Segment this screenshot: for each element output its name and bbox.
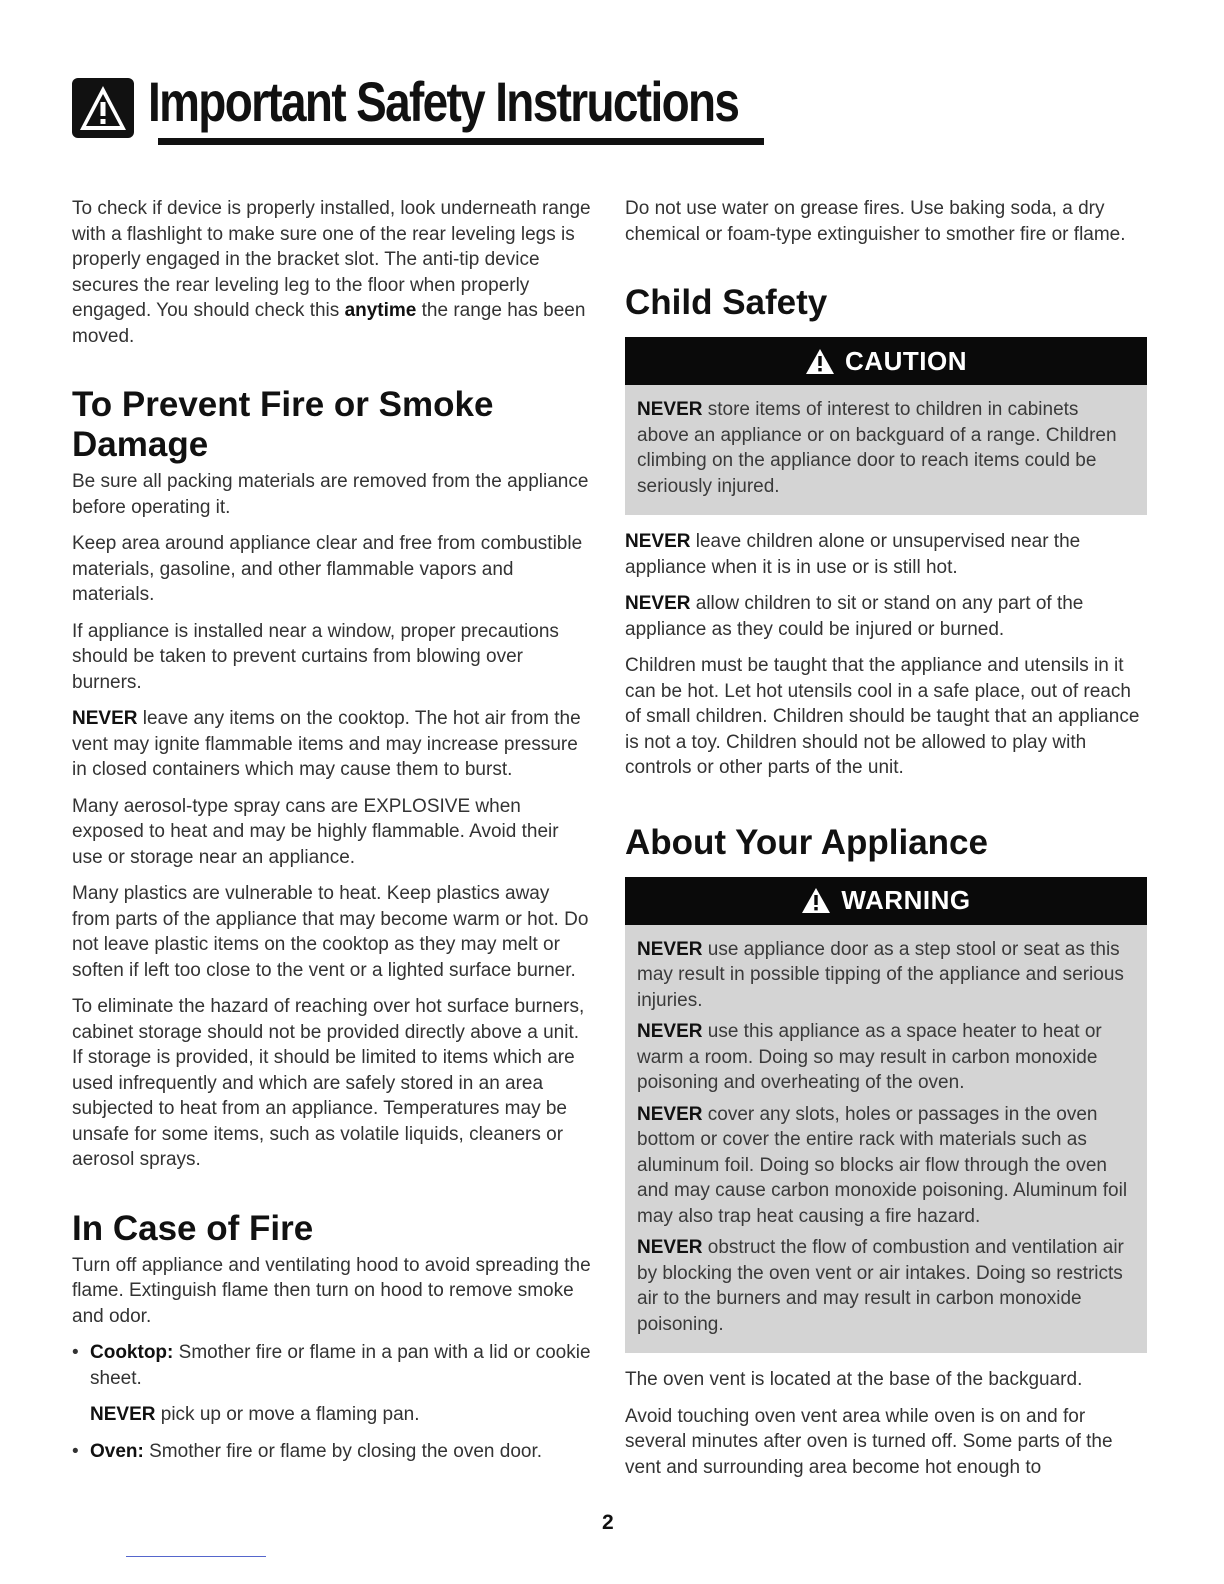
about-paragraph-1: The oven vent is located at the base of the backguard. — [625, 1369, 1083, 1390]
caution-header — [625, 337, 1147, 385]
page-header — [72, 64, 766, 154]
intro-paragraph: To check if device is properly installed, look underneath range with a flashlight to make sure one of the rear leveling legs is properly engaged in the bracket slot. The anti-tip device secures the rear leveling leg to the floor when properly engaged. You should check this anytime the range has been moved. — [72, 198, 591, 347]
prevent-paragraph-5: Many aerosol-type spray cans are EXPLOSIVE when exposed to heat and may be highly flammable. Avoid their use or storage near an appliance. — [72, 795, 559, 868]
caution-text: NEVER store items of interest to children in cabinets above an appliance or on backguard of a range. Children climbing on the appliance door to reach items could be seriously injured. — [637, 399, 1117, 497]
prevent-paragraph-6: Many plastics are vulnerable to heat. Keep plastics away from parts of the appliance that may become warm or hot. Do not leave plastic items on the cooktop as they may melt or soften if left too close to the vent or a lighted surface burner. — [72, 883, 589, 981]
heading-in-case-of-fire: In Case of Fire — [72, 1208, 314, 1248]
warning-box — [625, 877, 1147, 1354]
caution-label: CAUTION — [845, 345, 967, 376]
caution-box — [625, 337, 1147, 515]
warning-text-2: NEVER use this appliance as a space heater to heat or warm a room. Doing so may result in carbon monoxide poisoning and overheating of the oven. — [637, 1021, 1102, 1093]
warning-header — [625, 877, 1147, 925]
title-underline — [158, 138, 764, 145]
page-title: Important Safety Instructions — [148, 70, 739, 133]
heading-child-safety: Child Safety — [625, 283, 828, 322]
child-paragraph-2: NEVER allow children to sit or stand on any part of the appliance as they could be injured or burned. — [625, 593, 1084, 640]
warning-triangle-icon — [72, 78, 134, 138]
warning-text-4: NEVER obstruct the flow of combustion and ventilation air by blocking the oven vent or air intakes. Doing so restricts air to the burners and may result in carbon monoxide poisoning. — [637, 1237, 1124, 1335]
about-paragraph-2: Avoid touching oven vent area while oven is on and for several minutes after oven is turned off. Some parts of the vent and surrounding area become hot enough to — [625, 1405, 1113, 1478]
prevent-paragraph-3: If appliance is installed near a window, proper precautions should be taken to prevent curtains from blowing over burners. — [72, 620, 559, 693]
fire-paragraph-1: Turn off appliance and ventilating hood to avoid spreading the flame. Extinguish flame then turn on hood to remove smoke and odor. — [72, 1254, 591, 1327]
prevent-paragraph-4: NEVER leave any items on the cooktop. The hot air from the vent may ignite flammable items and may increase pressure in closed containers which may cause them to burst. — [72, 708, 581, 780]
warning-body — [625, 925, 1147, 1354]
list-item: NEVER pick up or move a flaming pan. — [90, 1404, 420, 1425]
left-column — [72, 196, 592, 1475]
caution-body — [625, 385, 1147, 515]
child-paragraph-1: NEVER leave children alone or unsupervised near the appliance when it is in use or is still hot. — [625, 531, 1081, 578]
grease-fire-paragraph: Do not use water on grease fires. Use baking soda, a dry chemical or foam-type extinguisher to smother fire or flame. — [625, 198, 1126, 245]
page-number: 2 — [602, 1511, 614, 1534]
prevent-paragraph-1: Be sure all packing materials are removed from the appliance before operating it. — [72, 471, 589, 518]
fire-bullet-list — [72, 1340, 592, 1464]
heading-about-appliance: About Your Appliance — [625, 822, 988, 862]
bullet-icon: • — [72, 1440, 79, 1462]
bullet-icon: • — [72, 1342, 79, 1363]
child-paragraph-3: Children must be taught that the appliance and utensils in it can be hot. Let hot utensils cool in a safe place, out of reach of small children. Children should be taught that an appliance is not a toy. Children should not be allowed to play with controls or other parts of the unit. — [625, 655, 1140, 778]
warning-triangle-icon — [801, 887, 831, 914]
list-item: • Oven: Smother fire or flame by closing the oven door. — [72, 1439, 592, 1465]
prevent-paragraph-7: To eliminate the hazard of reaching over hot surface burners, cabinet storage should not be provided directly above a unit. If storage is provided, it should be limited to items which are used infrequently and which are safely stored in an area subjected to heat from an appliance. Temperatures may be unsafe for some items, such as volatile liquids, cleaners or aerosol sprays. — [72, 996, 585, 1170]
warning-text-1: NEVER use appliance door as a step stool or seat as this may result in possible tipping of the appliance and serious injuries. — [637, 938, 1124, 1011]
list-item: • Cooktop: Smother fire or flame in a pan with a lid or cookie sheet. — [72, 1342, 591, 1389]
heading-prevent-fire: To Prevent Fire or Smoke Damage — [72, 385, 494, 464]
right-column — [625, 196, 1147, 1491]
prevent-paragraph-2: Keep area around appliance clear and free from combustible materials, gasoline, and other flammable vapors and materials. — [72, 533, 583, 605]
warning-text-3: NEVER cover any slots, holes or passages in the oven bottom or cover the entire rack with materials such as aluminum foil. Doing so blocks air flow through the oven and may cause carbon monoxide poisoning. Aluminum foil may also trap heat causing a fire hazard. — [637, 1103, 1128, 1227]
warning-label: WARNING — [841, 885, 971, 915]
footer-divider — [126, 1556, 266, 1557]
warning-triangle-icon — [805, 348, 835, 375]
